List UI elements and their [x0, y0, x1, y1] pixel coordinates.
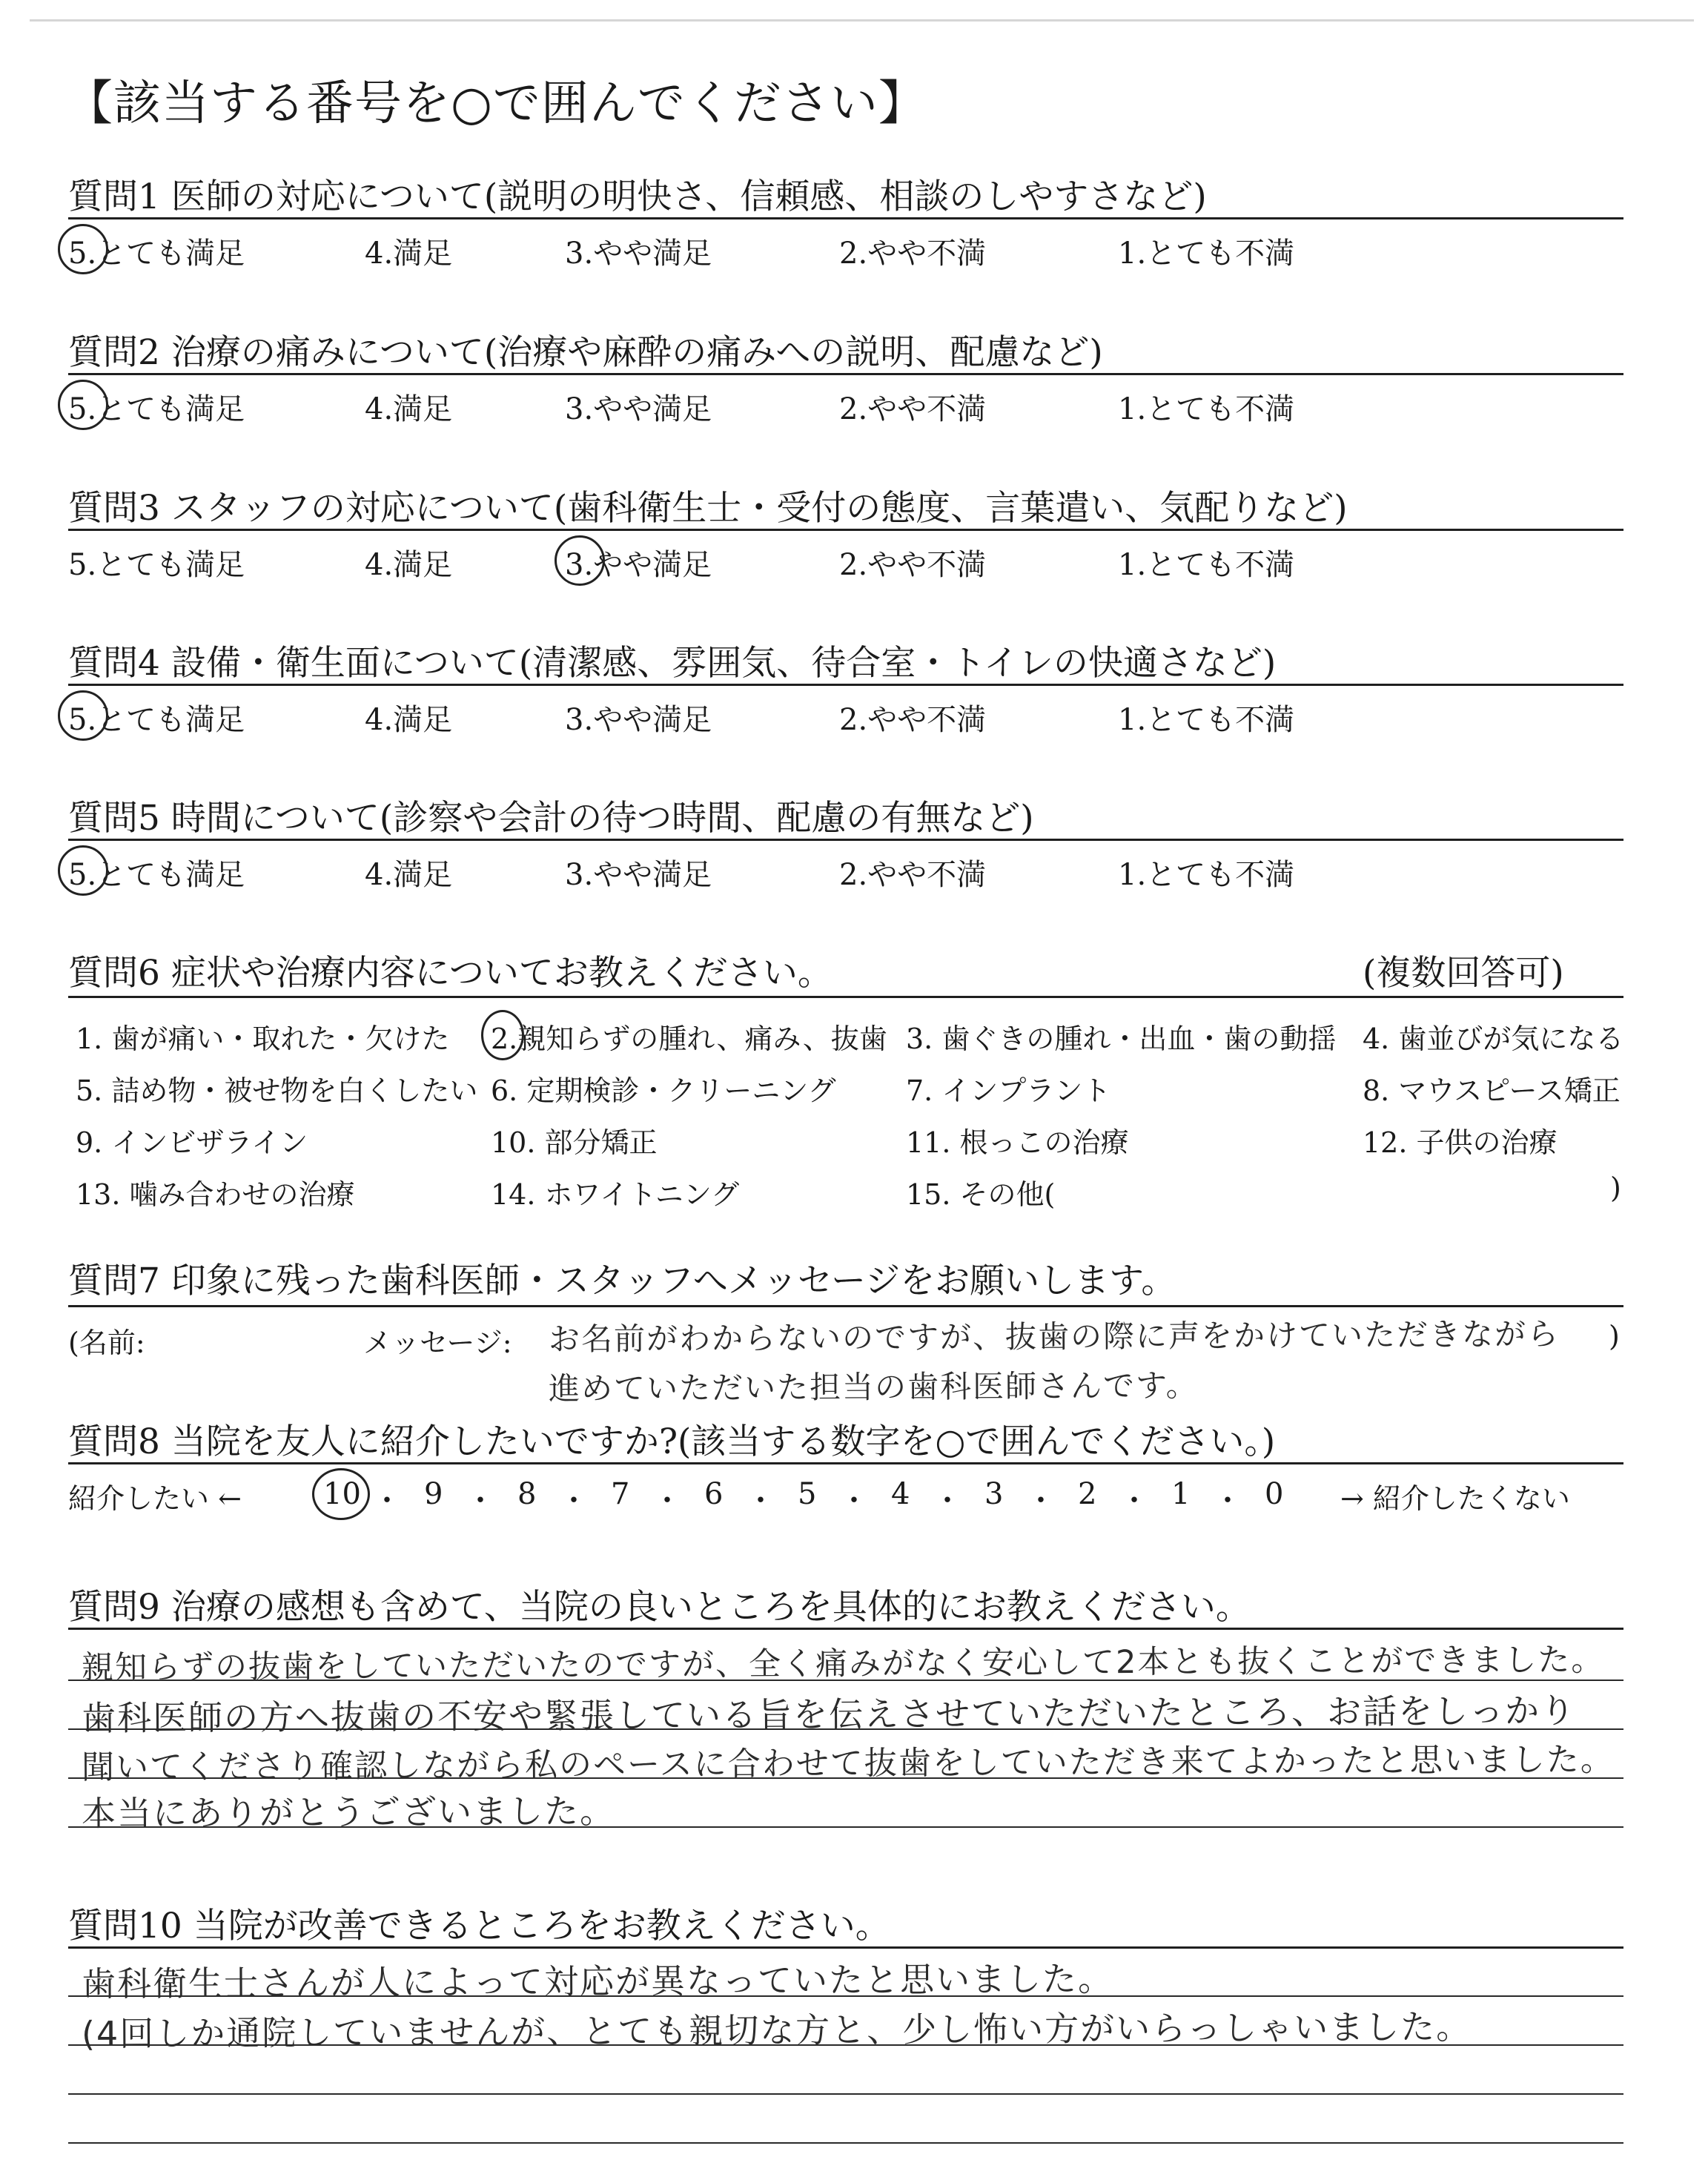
- q8-scale-4[interactable]: 4: [891, 1477, 910, 1511]
- q1-label: 質問1: [68, 176, 160, 217]
- q8-scale-10[interactable]: 10: [323, 1477, 361, 1511]
- q8-scale-3[interactable]: 3: [984, 1477, 1004, 1511]
- q8-text: 当院を友人に紹介したいですか?(該当する数字を○で囲んでください。): [171, 1421, 1276, 1462]
- q4-option-4[interactable]: 4.満足: [365, 703, 453, 737]
- q6-option-9[interactable]: 9. インビザライン: [76, 1126, 308, 1159]
- q6-title: [68, 945, 833, 995]
- q1-option-3[interactable]: 3.やや満足: [565, 237, 712, 271]
- q10-title: [68, 1898, 890, 1948]
- q8-scale-separator: ・: [1213, 1484, 1242, 1518]
- q2-rule: [68, 373, 1623, 375]
- q3-option-2[interactable]: 2.やや不満: [839, 548, 987, 582]
- q9-answer-line-4: 本当にありがとうございました。: [81, 1791, 616, 1834]
- q4-selection-circle: [58, 690, 108, 741]
- q6-option-13[interactable]: 13. 噛み合わせの治療: [76, 1178, 355, 1211]
- q2-option-3[interactable]: 3.やや満足: [565, 392, 712, 426]
- q6-rule: [68, 996, 1623, 998]
- q5-rule: [68, 839, 1623, 841]
- page-heading: 【該当する番号を○で囲んでください】: [65, 76, 927, 131]
- q3-option-3[interactable]: 3.やや満足: [565, 548, 712, 582]
- q3-title: [68, 480, 1348, 530]
- q6-option-2[interactable]: 2.親知らずの腫れ、痛み、抜歯: [491, 1023, 887, 1055]
- q8-scale-1[interactable]: 1: [1171, 1477, 1191, 1511]
- q6-option-11[interactable]: 11. 根っこの治療: [906, 1126, 1129, 1159]
- q9-answer-line-2: 歯科医師の方へ抜歯の不安や緊張している旨を伝えさせていただいたところ、お話をしっかり: [81, 1690, 1577, 1739]
- q8-title: [68, 1414, 1275, 1464]
- q10-label: 質問10: [68, 1906, 182, 1946]
- q8-label: 質問8: [68, 1421, 160, 1462]
- q8-scale-5[interactable]: 5: [798, 1477, 817, 1511]
- q8-scale-separator: ・: [1119, 1484, 1149, 1518]
- q5-label: 質問5: [68, 798, 160, 839]
- q7-message-label: メッセージ:: [363, 1327, 512, 1359]
- q8-scale-separator: ・: [746, 1484, 775, 1518]
- q5-title: [68, 790, 1034, 840]
- q4-option-1[interactable]: 1.とても不満: [1118, 703, 1295, 737]
- q2-option-4[interactable]: 4.満足: [365, 392, 453, 426]
- q8-scale-6[interactable]: 6: [704, 1477, 724, 1511]
- q10-rule: [68, 1946, 1623, 1949]
- q2-option-5[interactable]: 5.とても満足: [68, 392, 245, 426]
- q6-option-5[interactable]: 5. 詰め物・被せ物を白くしたい: [76, 1074, 478, 1107]
- q6-selection-circle: [481, 1010, 524, 1060]
- q3-label: 質問3: [68, 488, 160, 529]
- q9-title: [68, 1579, 1251, 1629]
- q7-rule: [68, 1305, 1623, 1307]
- q6-other-close-paren: ): [1610, 1172, 1621, 1204]
- q8-scale-0[interactable]: 0: [1265, 1477, 1284, 1511]
- q7-message-line2: 進めていただいた担当の歯科医師さんです。: [548, 1367, 1199, 1407]
- q6-label: 質問6: [68, 953, 160, 994]
- q5-selection-circle: [58, 845, 108, 896]
- q8-scale-separator: ・: [466, 1484, 495, 1518]
- q10-writing-line: [68, 2142, 1623, 2144]
- q2-selection-circle: [58, 380, 108, 430]
- q1-option-4[interactable]: 4.満足: [365, 237, 453, 271]
- q5-option-2[interactable]: 2.やや不満: [839, 858, 987, 892]
- q2-option-1[interactable]: 1.とても不満: [1118, 392, 1295, 426]
- q4-title: [68, 635, 1276, 685]
- q8-right-label: → 紹介したくない: [1340, 1482, 1570, 1515]
- q6-option-4[interactable]: 4. 歯並びが気になる: [1363, 1023, 1624, 1055]
- q8-scale-separator: ・: [372, 1484, 402, 1518]
- q7-name-label: (名前:: [68, 1327, 145, 1359]
- q7-title: [68, 1253, 1176, 1303]
- q8-scale-separator: ・: [933, 1484, 962, 1518]
- q10-answer-line-1: 歯科衛生士さんが人によって対応が異なっていたと思いました。: [81, 1958, 1114, 2004]
- q5-option-1[interactable]: 1.とても不満: [1118, 858, 1295, 892]
- q6-option-3[interactable]: 3. 歯ぐきの腫れ・出血・歯の動揺: [906, 1023, 1337, 1055]
- q3-text: スタッフの対応について(歯科衛生士・受付の態度、言葉遣い、気配りなど): [171, 488, 1348, 529]
- q8-left-label: 紹介したい ←: [68, 1482, 242, 1515]
- q8-rule: [68, 1462, 1623, 1464]
- q6-option-12[interactable]: 12. 子供の治療: [1363, 1126, 1558, 1159]
- q6-option-7[interactable]: 7. インプラント: [906, 1074, 1111, 1107]
- q10-text: 当院が改善できるところをお教えください。: [193, 1906, 890, 1946]
- q2-title: [68, 325, 1103, 374]
- q8-selection-circle: [312, 1468, 370, 1520]
- q8-scale-2[interactable]: 2: [1078, 1477, 1097, 1511]
- q2-option-2[interactable]: 2.やや不満: [839, 392, 987, 426]
- q6-option-15[interactable]: 15. その他(: [906, 1178, 1056, 1211]
- q9-label: 質問9: [68, 1587, 160, 1628]
- q1-rule: [68, 217, 1623, 219]
- q6-note: (複数回答可): [1363, 953, 1564, 994]
- q8-scale-7[interactable]: 7: [611, 1477, 630, 1511]
- q2-text: 治療の痛みについて(治療や麻酔の痛みへの説明、配慮など): [171, 332, 1103, 373]
- q8-scale-separator: ・: [1026, 1484, 1056, 1518]
- q9-answer-line-1: 親知らずの抜歯をしていただいたのですが、全く痛みがなく安心して2本とも抜くことができました。: [81, 1641, 1605, 1687]
- q7-close-paren: ): [1609, 1320, 1620, 1353]
- q3-option-5[interactable]: 5.とても満足: [68, 548, 245, 582]
- q3-option-4[interactable]: 4.満足: [365, 548, 453, 582]
- q6-option-6[interactable]: 6. 定期検診・クリーニング: [491, 1074, 836, 1107]
- q1-option-2[interactable]: 2.やや不満: [839, 237, 987, 271]
- q10-writing-line: [68, 2093, 1623, 2095]
- q6-option-10[interactable]: 10. 部分矯正: [491, 1126, 658, 1159]
- q8-scale-separator: ・: [559, 1484, 589, 1518]
- q10-answer-line-2: (4回しか通院していませんが、とても親切な方と、少し怖い方がいらっしゃいました。: [81, 2007, 1472, 2054]
- q4-rule: [68, 684, 1623, 686]
- q6-option-1[interactable]: 1. 歯が痛い・取れた・欠けた: [76, 1023, 450, 1055]
- q8-scale-8[interactable]: 8: [517, 1477, 537, 1511]
- q1-option-5[interactable]: 5.とても満足: [68, 237, 245, 271]
- q1-option-1[interactable]: 1.とても不満: [1118, 237, 1295, 271]
- q1-selection-circle: [58, 224, 108, 274]
- q1-text: 医師の対応について(説明の明快さ、信頼感、相談のしやすさなど): [171, 176, 1207, 217]
- q7-message-line1: お名前がわからないのですが、抜歯の際に声をかけていただきながら: [548, 1315, 1560, 1358]
- q4-text: 設備・衛生面について(清潔感、雰囲気、待合室・トイレの快適さなど): [171, 643, 1277, 684]
- q8-scale-separator: ・: [652, 1484, 682, 1518]
- q5-option-5[interactable]: 5.とても満足: [68, 858, 245, 892]
- q3-selection-circle: [555, 535, 605, 586]
- top-border: [30, 19, 1694, 22]
- q4-option-5[interactable]: 5.とても満足: [68, 703, 245, 737]
- q9-answer-line-3: 聞いてくださり確認しながら私のペースに合わせて抜歯をしていただき来てよかったと思いました。: [81, 1740, 1615, 1787]
- q2-label: 質問2: [68, 332, 160, 373]
- q6-option-14[interactable]: 14. ホワイトニング: [491, 1178, 740, 1211]
- q9-rule: [68, 1628, 1623, 1630]
- q3-rule: [68, 529, 1623, 531]
- q7-text: 印象に残った歯科医師・スタッフへメッセージをお願いします。: [171, 1261, 1176, 1301]
- q1-title: [68, 169, 1207, 219]
- q5-text: 時間について(診察や会計の待つ時間、配慮の有無など): [171, 798, 1034, 839]
- q4-option-2[interactable]: 2.やや不満: [839, 703, 987, 737]
- q6-text: 症状や治療内容についてお教えください。: [171, 953, 833, 994]
- q9-text: 治療の感想も含めて、当院の良いところを具体的にお教えください。: [171, 1587, 1251, 1628]
- q3-option-1[interactable]: 1.とても不満: [1118, 548, 1295, 582]
- q8-scale-9[interactable]: 9: [424, 1477, 443, 1511]
- q6-option-8[interactable]: 8. マウスピース矯正: [1363, 1074, 1621, 1107]
- q4-label: 質問4: [68, 643, 160, 684]
- q5-option-4[interactable]: 4.満足: [365, 858, 453, 892]
- q8-scale-separator: ・: [839, 1484, 869, 1518]
- q5-option-3[interactable]: 3.やや満足: [565, 858, 712, 892]
- q4-option-3[interactable]: 3.やや満足: [565, 703, 712, 737]
- q7-label: 質問7: [68, 1261, 160, 1301]
